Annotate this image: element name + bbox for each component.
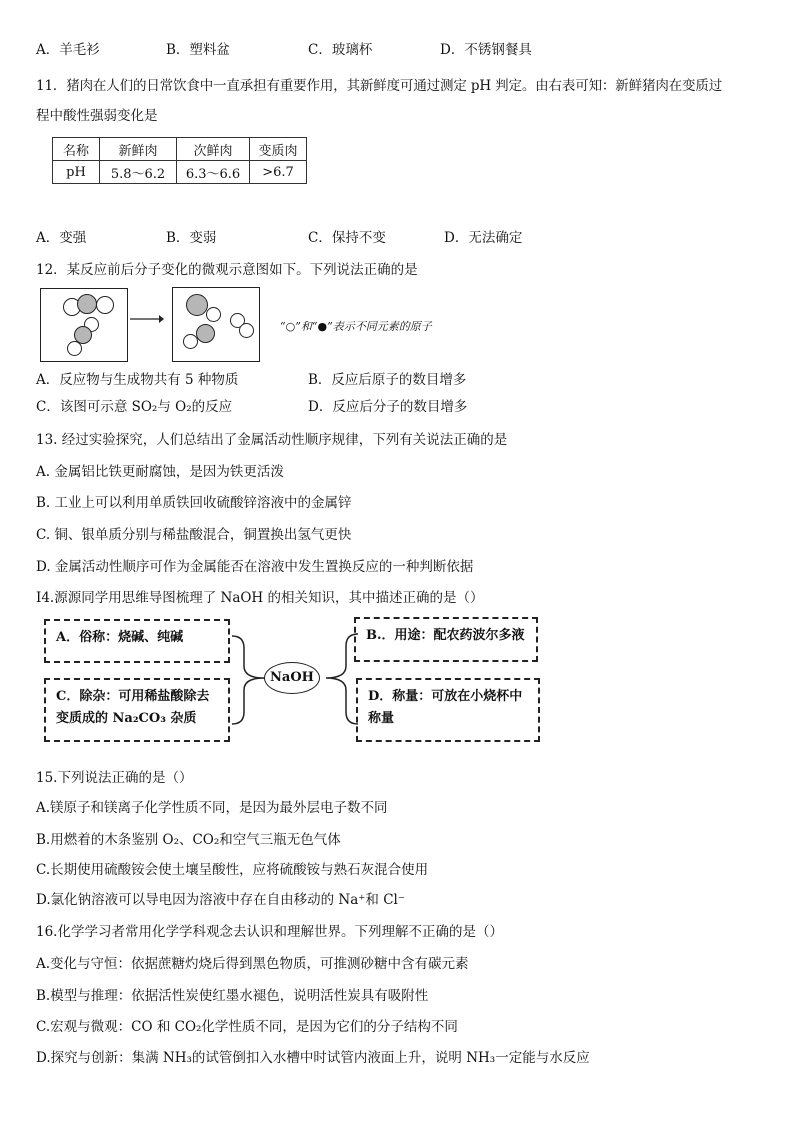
gray-atom-icon <box>196 324 215 343</box>
q10-option-d: D．不锈钢餐具 <box>440 42 532 58</box>
q11-stem-line2: 程中酸性强弱变化是 <box>36 108 158 124</box>
q13-option-a: A. 金属铝比铁更耐腐蚀，是因为铁更活泼 <box>36 464 284 480</box>
q15-option-d: D.氯化钠溶液可以导电因为溶液中存在自由移动的 Na⁺和 Cl⁻ <box>36 892 405 908</box>
table-cell: pH <box>53 161 100 184</box>
q12-option-d: D．反应后分子的数目增多 <box>308 399 468 415</box>
gray-atom-icon <box>77 294 97 314</box>
q16-option-c: C.宏观与微观：CO 和 CO₂化学性质不同，是因为它们的分子结构不同 <box>36 1019 458 1035</box>
q11-option-d: D．无法确定 <box>444 230 523 246</box>
mindmap-box-b: B.．用途：配农药波尔多液 <box>354 617 538 662</box>
q11-option-b: B．变弱 <box>166 230 217 246</box>
q12-option-b: B．反应后原子的数目增多 <box>308 372 467 388</box>
table-header-cell: 名称 <box>53 138 100 161</box>
table-header-row <box>53 138 307 161</box>
q13-option-d: D. 金属活动性顺序可作为金属能否在溶液中发生置换反应的一种判断依据 <box>36 559 474 575</box>
mindmap-box-c: C．除杂：可用稀盐酸除去变质成的 Na₂CO₃ 杂质 <box>44 678 230 742</box>
product-box <box>172 287 260 362</box>
q10-option-a: A．羊毛衫 <box>36 42 100 58</box>
table-cell: 6.3～6.6 <box>177 161 250 184</box>
reactant-box <box>40 288 128 362</box>
table-header-cell: 变质肉 <box>250 138 307 161</box>
q12-legend: “○”和“●”表示不同元素的原子 <box>280 320 432 333</box>
q14-stem: I4.源源同学用思维导图梳理了 NaOH 的相关知识，其中描述正确的是（） <box>36 590 484 606</box>
white-atom-icon <box>183 334 198 349</box>
q15-option-b: B.用燃着的木条鉴别 O₂、CO₂和空气三瓶无色气体 <box>36 832 341 848</box>
q12-option-c: C．该图可示意 SO₂与 O₂的反应 <box>36 399 233 415</box>
q13-option-c: C. 铜、银单质分别与稀盐酸混合，铜置换出氢气更快 <box>36 527 352 543</box>
q16-option-b: B.模型与推理：依据活性炭使红墨水褪色，说明活性炭具有吸附性 <box>36 988 429 1004</box>
q12-option-a: A．反应物与生成物共有 5 种物质 <box>36 372 239 388</box>
q13-stem: 13. 经过实验探究，人们总结出了金属活动性顺序规律，下列有关说法正确的是 <box>36 432 508 448</box>
q16-option-d: D.探究与创新：集满 NH₃的试管倒扣入水槽中时试管内液面上升，说明 NH₃一定能与水反应 <box>36 1050 590 1066</box>
arrow-icon <box>130 313 164 325</box>
mindmap-box-a: A．俗称：烧碱、纯碱 <box>44 619 230 663</box>
table-cell: >6.7 <box>250 161 307 184</box>
q16-stem: 16.化学学习者常用化学学科观念去认识和理解世界。下列理解不正确的是（） <box>36 924 503 940</box>
q12-stem: 12．某反应前后分子变化的微观示意图如下。下列说法正确的是 <box>36 262 418 278</box>
q11-option-a: A．变强 <box>36 230 87 246</box>
table-row <box>53 161 307 184</box>
q11-ph-table <box>52 137 307 184</box>
q13-option-b: B. 工业上可以利用单质铁回收硫酸锌溶液中的金属锌 <box>36 495 352 511</box>
mindmap-box-d: D．称量：可放在小烧杯中称量 <box>356 678 540 742</box>
q16-option-a: A.变化与守恒：依据蔗糖灼烧后得到黑色物质，可推测砂糖中含有碳元素 <box>36 956 469 972</box>
q11-option-c: C．保持不变 <box>308 230 386 246</box>
white-atom-icon <box>239 323 254 338</box>
gray-atom-icon <box>186 294 208 316</box>
q11-stem-line1: 11．猪肉在人们的日常饮食中一直承担有重要作用，其新鲜度可通过测定 pH 判定。由右表可知：新鲜猪肉在变质过 <box>36 78 723 94</box>
q15-option-a: A.镁原子和镁离子化学性质不同，是因为最外层电子数不同 <box>36 800 388 816</box>
table-cell: 5.8～6.2 <box>100 161 177 184</box>
table-header-cell: 次鲜肉 <box>177 138 250 161</box>
white-atom-icon <box>96 296 114 314</box>
q10-option-c: C．玻璃杯 <box>308 42 373 58</box>
white-atom-icon <box>206 307 221 322</box>
q15-option-c: C.长期使用硫酸铵会使土壤呈酸性，应将硫酸铵与熟石灰混合使用 <box>36 862 429 878</box>
white-atom-icon <box>67 341 82 356</box>
q15-stem: 15.下列说法正确的是（） <box>36 770 193 786</box>
table-header-cell: 新鲜肉 <box>100 138 177 161</box>
mindmap-center-node: NaOH <box>264 662 320 694</box>
q10-option-b: B．塑料盆 <box>166 42 230 58</box>
